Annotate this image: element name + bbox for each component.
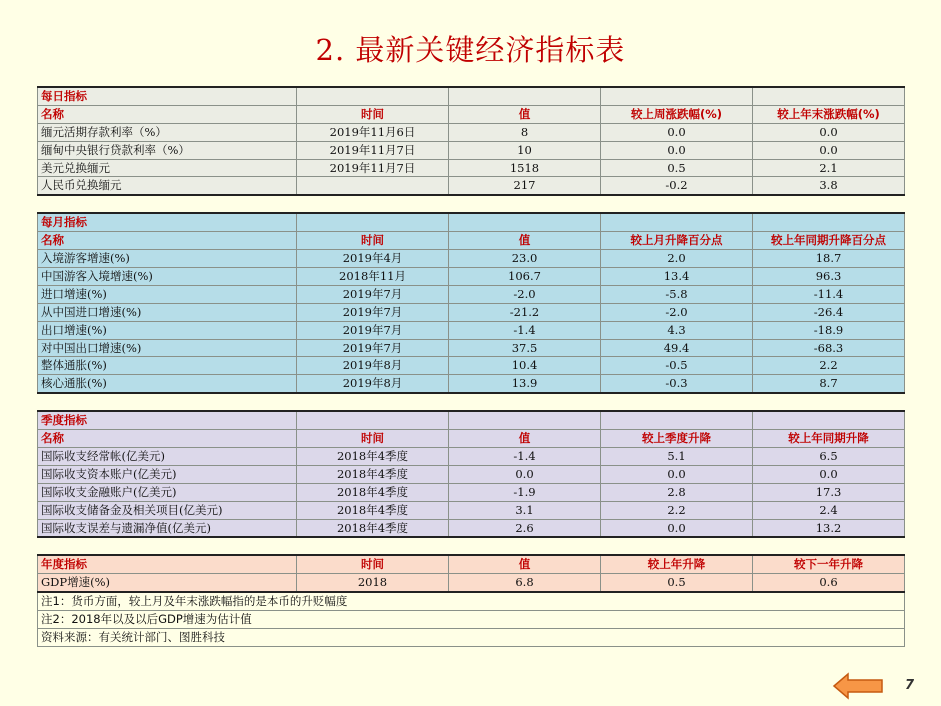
table-cell: -1.9 <box>449 483 601 501</box>
table-cell: -0.3 <box>601 375 753 393</box>
table-cell: 2019年7月 <box>297 285 449 303</box>
table-cell: 2018年4季度 <box>297 501 449 519</box>
table-cell <box>297 177 449 195</box>
table-cell: 2019年11月7日 <box>297 159 449 177</box>
spacer-cell <box>38 195 297 213</box>
table-cell: 13.9 <box>449 375 601 393</box>
header-row <box>38 555 905 573</box>
table-cell: 整体通胀(%) <box>38 357 297 375</box>
table-row <box>38 268 905 286</box>
column-header: 值 <box>449 555 601 573</box>
table-row <box>38 141 905 159</box>
table-cell <box>297 411 449 429</box>
table-cell: 2018年4季度 <box>297 465 449 483</box>
table-cell: 0.5 <box>601 574 753 592</box>
table-cell: 2.1 <box>753 159 905 177</box>
spacer-row <box>38 393 905 411</box>
table-cell: 8.7 <box>753 375 905 393</box>
spacer-cell <box>753 537 905 555</box>
note-row <box>38 629 905 647</box>
spacer-cell <box>601 537 753 555</box>
table-cell: 0.5 <box>601 159 753 177</box>
spacer-cell <box>753 195 905 213</box>
column-header: 较上月升降百分点 <box>601 232 753 250</box>
left-arrow-icon[interactable] <box>832 672 884 700</box>
table-cell: 0.0 <box>601 465 753 483</box>
column-header: 时间 <box>297 105 449 123</box>
column-header: 值 <box>449 105 601 123</box>
column-header: 时间 <box>297 232 449 250</box>
table-cell: 0.0 <box>753 465 905 483</box>
table-cell: 中国游客入境增速(%) <box>38 268 297 286</box>
table-cell: -26.4 <box>753 303 905 321</box>
table-cell: 国际收支误差与遗漏净值(亿美元) <box>38 519 297 537</box>
spacer-cell <box>297 195 449 213</box>
table-cell: 人民币兑换缅元 <box>38 177 297 195</box>
table-row <box>38 321 905 339</box>
column-header: 较下一年升降 <box>753 555 905 573</box>
table-cell: -1.4 <box>449 321 601 339</box>
table-cell: -0.2 <box>601 177 753 195</box>
table-cell: 出口增速(%) <box>38 321 297 339</box>
note-text: 注2：2018年以及以后GDP增速为估计值 <box>38 611 905 629</box>
table-cell: -11.4 <box>753 285 905 303</box>
header-row <box>38 105 905 123</box>
column-header: 值 <box>449 232 601 250</box>
table-cell: 进口增速(%) <box>38 285 297 303</box>
spacer-cell <box>753 393 905 411</box>
table-cell: 17.3 <box>753 483 905 501</box>
table-cell: 13.4 <box>601 268 753 286</box>
table-cell: 10 <box>449 141 601 159</box>
note-row <box>38 611 905 629</box>
table-cell: 国际收支经常帐(亿美元) <box>38 448 297 466</box>
table-cell: 2019年11月6日 <box>297 123 449 141</box>
column-header: 时间 <box>297 430 449 448</box>
table-cell: 国际收支储备金及相关项目(亿美元) <box>38 501 297 519</box>
table-cell: 入境游客增速(%) <box>38 250 297 268</box>
table-cell: 2.6 <box>449 519 601 537</box>
table-cell <box>297 87 449 105</box>
table-cell: 2019年4月 <box>297 250 449 268</box>
column-header: 值 <box>449 430 601 448</box>
table-cell: 0.0 <box>753 123 905 141</box>
section-title-row <box>38 411 905 429</box>
table-cell: 10.4 <box>449 357 601 375</box>
spacer-row <box>38 537 905 555</box>
column-header: 年度指标 <box>38 555 297 573</box>
table-row <box>38 501 905 519</box>
table-cell: 2019年7月 <box>297 339 449 357</box>
spacer-cell <box>38 537 297 555</box>
spacer-cell <box>601 195 753 213</box>
table-row <box>38 519 905 537</box>
spacer-cell <box>297 393 449 411</box>
table-row <box>38 285 905 303</box>
table-cell: 2.2 <box>601 501 753 519</box>
table-cell <box>449 213 601 231</box>
table-cell: 2018年11月 <box>297 268 449 286</box>
table-cell: 2018年4季度 <box>297 448 449 466</box>
column-header: 名称 <box>38 430 297 448</box>
table-cell: 国际收支资本账户(亿美元) <box>38 465 297 483</box>
table-cell: 2019年8月 <box>297 357 449 375</box>
table-cell: 2.0 <box>601 250 753 268</box>
column-header: 较上年同期升降百分点 <box>753 232 905 250</box>
section-title-row <box>38 87 905 105</box>
spacer-cell <box>601 393 753 411</box>
section-title-row <box>38 213 905 231</box>
spacer-row <box>38 195 905 213</box>
column-header: 名称 <box>38 105 297 123</box>
table-cell: 4.3 <box>601 321 753 339</box>
table-cell: 缅甸中央银行贷款利率（%） <box>38 141 297 159</box>
table-cell: 2.8 <box>601 483 753 501</box>
table-row <box>38 159 905 177</box>
table-cell: 106.7 <box>449 268 601 286</box>
table-cell: 2018年4季度 <box>297 483 449 501</box>
table-row <box>38 303 905 321</box>
table-cell <box>449 87 601 105</box>
table-cell: 23.0 <box>449 250 601 268</box>
header-row <box>38 232 905 250</box>
table-row <box>38 123 905 141</box>
table-row <box>38 448 905 466</box>
table-cell: -2.0 <box>449 285 601 303</box>
table-cell: 1518 <box>449 159 601 177</box>
table-cell: 0.6 <box>753 574 905 592</box>
spacer-cell <box>449 537 601 555</box>
table-cell: 217 <box>449 177 601 195</box>
table-cell: 2018 <box>297 574 449 592</box>
table-cell: 缅元活期存款利率（%） <box>38 123 297 141</box>
table-cell: 2.4 <box>753 501 905 519</box>
table-cell: 2019年8月 <box>297 375 449 393</box>
table-cell: 5.1 <box>601 448 753 466</box>
table-cell: 6.5 <box>753 448 905 466</box>
table-cell: -1.4 <box>449 448 601 466</box>
note-text: 注1：货币方面，较上月及年末涨跌幅指的是本币的升贬幅度 <box>38 592 905 610</box>
section-title: 每日指标 <box>38 87 297 105</box>
header-row <box>38 430 905 448</box>
spacer-cell <box>449 195 601 213</box>
table-cell <box>601 87 753 105</box>
table-cell <box>753 411 905 429</box>
table-cell: 0.0 <box>601 123 753 141</box>
table-cell: 18.7 <box>753 250 905 268</box>
table-cell: 对中国出口增速(%) <box>38 339 297 357</box>
table-cell: 49.4 <box>601 339 753 357</box>
table-cell <box>449 411 601 429</box>
table-cell <box>753 213 905 231</box>
section-title: 每月指标 <box>38 213 297 231</box>
table-cell: 从中国进口增速(%) <box>38 303 297 321</box>
table-cell: 0.0 <box>601 519 753 537</box>
table-cell: 96.3 <box>753 268 905 286</box>
table-row <box>38 339 905 357</box>
page-number: 7 <box>905 678 915 693</box>
table-cell: 0.0 <box>601 141 753 159</box>
column-header: 较上周涨跌幅(%) <box>601 105 753 123</box>
table-cell: 37.5 <box>449 339 601 357</box>
table-row <box>38 177 905 195</box>
section-title: 季度指标 <box>38 411 297 429</box>
table-cell <box>297 213 449 231</box>
table-cell <box>601 213 753 231</box>
table-cell: -68.3 <box>753 339 905 357</box>
table-cell: -5.8 <box>601 285 753 303</box>
column-header: 较上季度升降 <box>601 430 753 448</box>
table-cell: 美元兑换缅元 <box>38 159 297 177</box>
table-cell: -2.0 <box>601 303 753 321</box>
column-header: 时间 <box>297 555 449 573</box>
table-row <box>38 465 905 483</box>
table-cell: -0.5 <box>601 357 753 375</box>
spacer-cell <box>38 393 297 411</box>
table-cell: 2019年7月 <box>297 303 449 321</box>
column-header: 较上年同期升降 <box>753 430 905 448</box>
table-row <box>38 574 905 592</box>
table-cell: -21.2 <box>449 303 601 321</box>
table-row <box>38 375 905 393</box>
table-cell: 国际收支金融账户(亿美元) <box>38 483 297 501</box>
table-cell: 6.8 <box>449 574 601 592</box>
table-cell: 2019年11月7日 <box>297 141 449 159</box>
note-row <box>38 592 905 610</box>
table-cell: 0.0 <box>753 141 905 159</box>
table-cell: 核心通胀(%) <box>38 375 297 393</box>
column-header: 较上年末涨跌幅(%) <box>753 105 905 123</box>
table-cell: 8 <box>449 123 601 141</box>
table-cell <box>601 411 753 429</box>
slide-title: 2. 最新关键经济指标表 <box>315 33 626 67</box>
key-indicators-table <box>37 86 905 647</box>
column-header: 较上年升降 <box>601 555 753 573</box>
table-cell: 0.0 <box>449 465 601 483</box>
table-cell: 13.2 <box>753 519 905 537</box>
table-cell: 2019年7月 <box>297 321 449 339</box>
table-cell: 3.8 <box>753 177 905 195</box>
table-cell: 2.2 <box>753 357 905 375</box>
column-header: 名称 <box>38 232 297 250</box>
table-row <box>38 483 905 501</box>
table-cell: -18.9 <box>753 321 905 339</box>
spacer-cell <box>297 537 449 555</box>
table-row <box>38 357 905 375</box>
table-cell <box>753 87 905 105</box>
table-row <box>38 250 905 268</box>
table-cell: 3.1 <box>449 501 601 519</box>
spacer-cell <box>449 393 601 411</box>
table-cell: GDP增速(%) <box>38 574 297 592</box>
note-text: 资料来源：有关统计部门、图胜科技 <box>38 629 905 647</box>
table-cell: 2018年4季度 <box>297 519 449 537</box>
